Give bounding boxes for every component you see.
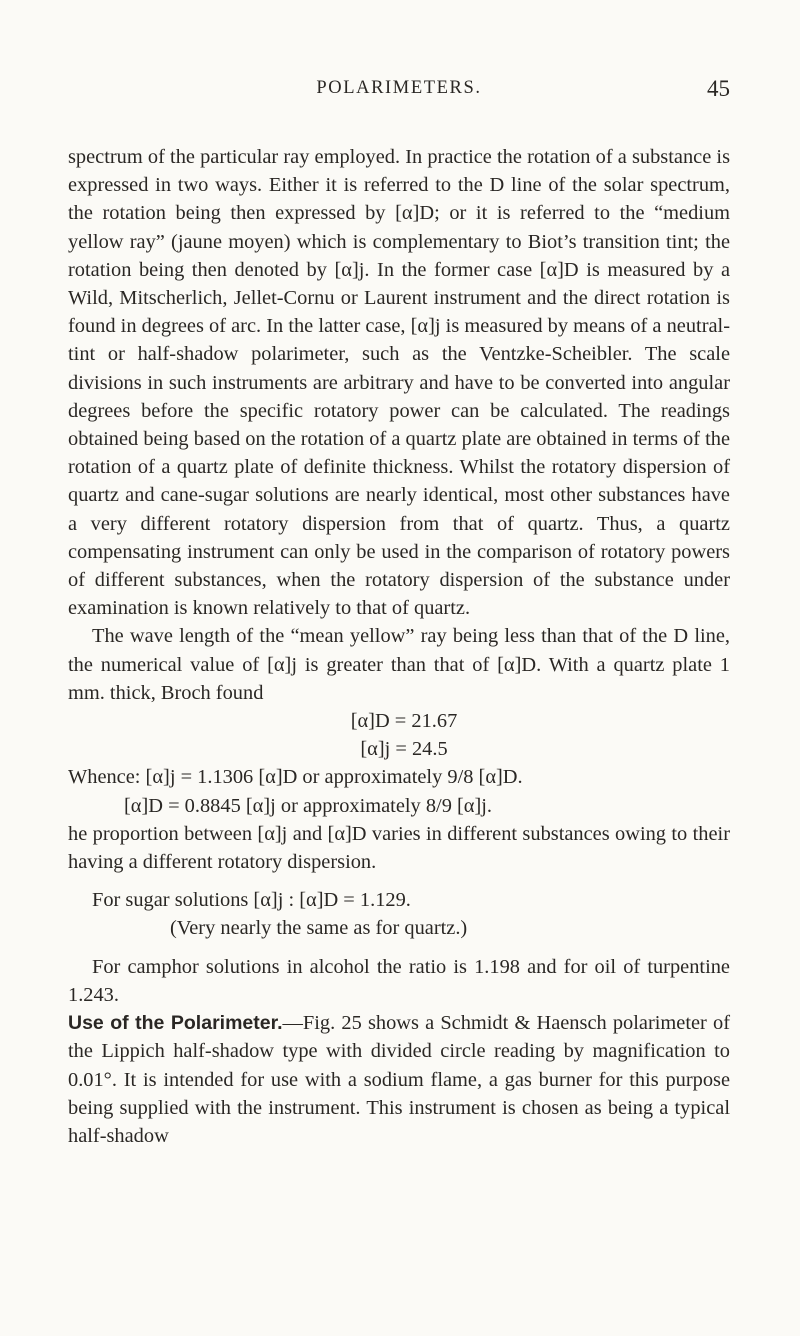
use-heading: Use of the Polarimeter. — [68, 1012, 283, 1035]
paragraph-rotation-expression: spectrum of the particular ray employed. In practice the rotation of a substance is expressed in two ways. Either it is referred to the D line of the solar spectrum, the rotation being then expressed by [α]D; or it is referred to the “medium yellow ray” (jaune moyen) which is complementary to Biot’s transition tint; the rotation being then denoted by [α]j. In the former case [α]D is measured by a Wild, Mitscherlich, Jellet-Cornu or Laurent instrument and the direct rotation is found in degrees of arc. In the latter case, [α]j is measured by means of a neutral-tint or half-shadow polarimeter, such as the Ventzke-Scheibler. The scale divisions in such instruments are arbitrary and have to be converted into angular degrees before the specific rotatory power can be calculated. The readings obtained being based on the rotation of a quartz plate are obtained in terms of the rotation of a quartz plate of definite thickness. Whilst the rotatory dispersion of quartz and cane-sugar solutions are nearly identical, most other substances have a very different rotatory dispersion from that of quartz. Thus, a quartz compensating instrument can only be used in the comparison of rotatory powers of different substances, when the rotatory dispersion of the substance under examination is known relatively to that of quartz. — [68, 146, 730, 620]
use-text: —Fig. 25 shows a Schmidt & Haensch polarimeter of the Lippich half-shadow type with divided circle reading by magnification to 0.01°. It is intended for use with a sodium flame, a gas burner for this purpose being supplied with the instrument. This instrument is chosen as being a typical half-shadow — [68, 1012, 730, 1147]
paragraph-camphor: For camphor solutions in alcohol the ratio is 1.198 and for oil of turpentine 1.243. — [68, 955, 730, 1006]
sugar-note: (Very nearly the same as for quartz.) — [170, 917, 468, 940]
equation-whence-1: Whence: [α]j = 1.1306 [α]D or approximately 9/8 [α]D. — [68, 766, 523, 789]
sugar-ratio: For sugar solutions [α]j : [α]D = 1.129. — [92, 889, 411, 912]
page-number: 45 — [707, 76, 730, 101]
paragraph-proportion: he proportion between [α]j and [α]D varies in different substances owing to their having a different rotatory dispersion. — [68, 822, 730, 874]
running-head — [68, 78, 730, 112]
body-text — [68, 143, 730, 1150]
equation-alpha-j: [α]j = 24.5 — [360, 738, 448, 761]
running-title: POLARIMETERS. — [316, 78, 482, 98]
paragraph-mean-yellow: The wave length of the “mean yellow” ray being less than that of the D line, the numerical value of [α]j is greater than that of [α]D. With a quartz plate 1 mm. thick, Broch found — [68, 625, 730, 704]
paragraph-use — [68, 1009, 730, 1150]
equation-alpha-d: [α]D = 21.67 — [350, 710, 458, 733]
equation-whence-2: [α]D = 0.8845 [α]j or approximately 8/9 [α]j. — [124, 794, 493, 817]
